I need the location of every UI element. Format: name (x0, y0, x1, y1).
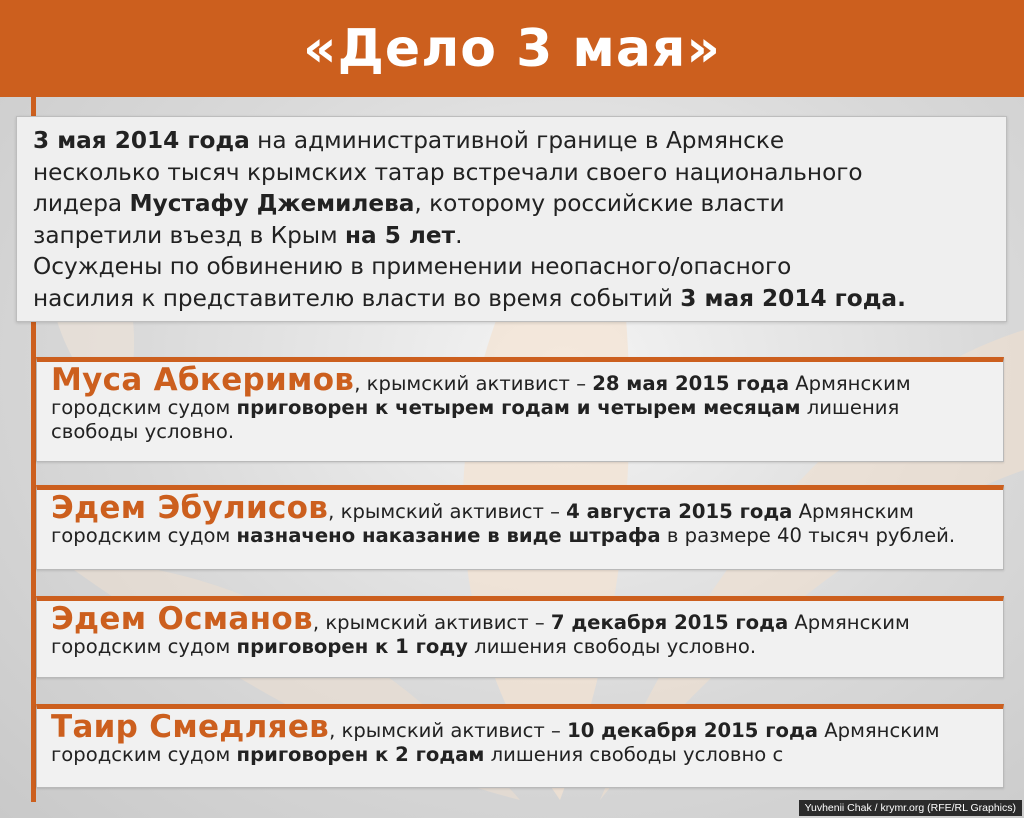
person-name: Муса Абкеримов (51, 362, 355, 398)
case-line: Эдем Эбулисов, крымский активист – 4 августа 2015 года Армянским (51, 490, 914, 526)
case-card-smedlyaev (36, 704, 1004, 788)
case-line: свободы условно. (51, 420, 235, 443)
case-line: городским судом назначено наказание в виде штрафа в размере 40 тысяч рублей. (51, 524, 956, 547)
title-banner (0, 0, 1024, 97)
case-line: городским судом приговорен к 2 годам лишения свободы условно с (51, 743, 784, 766)
person-name: Эдем Османов (51, 601, 313, 637)
case-card-osmanov (36, 596, 1004, 678)
case-line: Муса Абкеримов, крымский активист – 28 мая 2015 года Армянским (51, 362, 911, 398)
intro-line: насилия к представителю власти во время событий 3 мая 2014 года. (33, 284, 906, 312)
intro-line: 3 мая 2014 года на административной границе в Армянске (33, 127, 785, 154)
person-name: Эдем Эбулисов (51, 490, 329, 526)
image-credit: Yuvhenii Chak / krymr.org (RFE/RL Graphics) (799, 800, 1022, 816)
intro-box (16, 116, 1007, 322)
case-line: Таир Смедляев, крымский активист – 10 декабря 2015 года Армянским (51, 709, 940, 745)
case-line: городским судом приговорен к 1 году лишения свободы условно. (51, 635, 757, 658)
intro-line: Осуждены по обвинению в применении неопасного/опасного (33, 253, 792, 280)
case-card-abkerimov (36, 357, 1004, 462)
intro-line: несколько тысяч крымских татар встречали своего национального (33, 158, 863, 186)
intro-line: лидера Мустафу Джемилева, которому российские власти (33, 190, 785, 217)
case-card-ebulisov (36, 485, 1004, 570)
case-line: Эдем Османов, крымский активист – 7 декабря 2015 года Армянским (51, 601, 910, 637)
person-name: Таир Смедляев (51, 709, 330, 745)
case-line: городским судом приговорен к четырем годам и четырем месяцам лишения (51, 396, 900, 419)
intro-line: запретили въезд в Крым на 5 лет. (33, 221, 463, 249)
page-title: «Дело 3 мая» (303, 18, 721, 79)
